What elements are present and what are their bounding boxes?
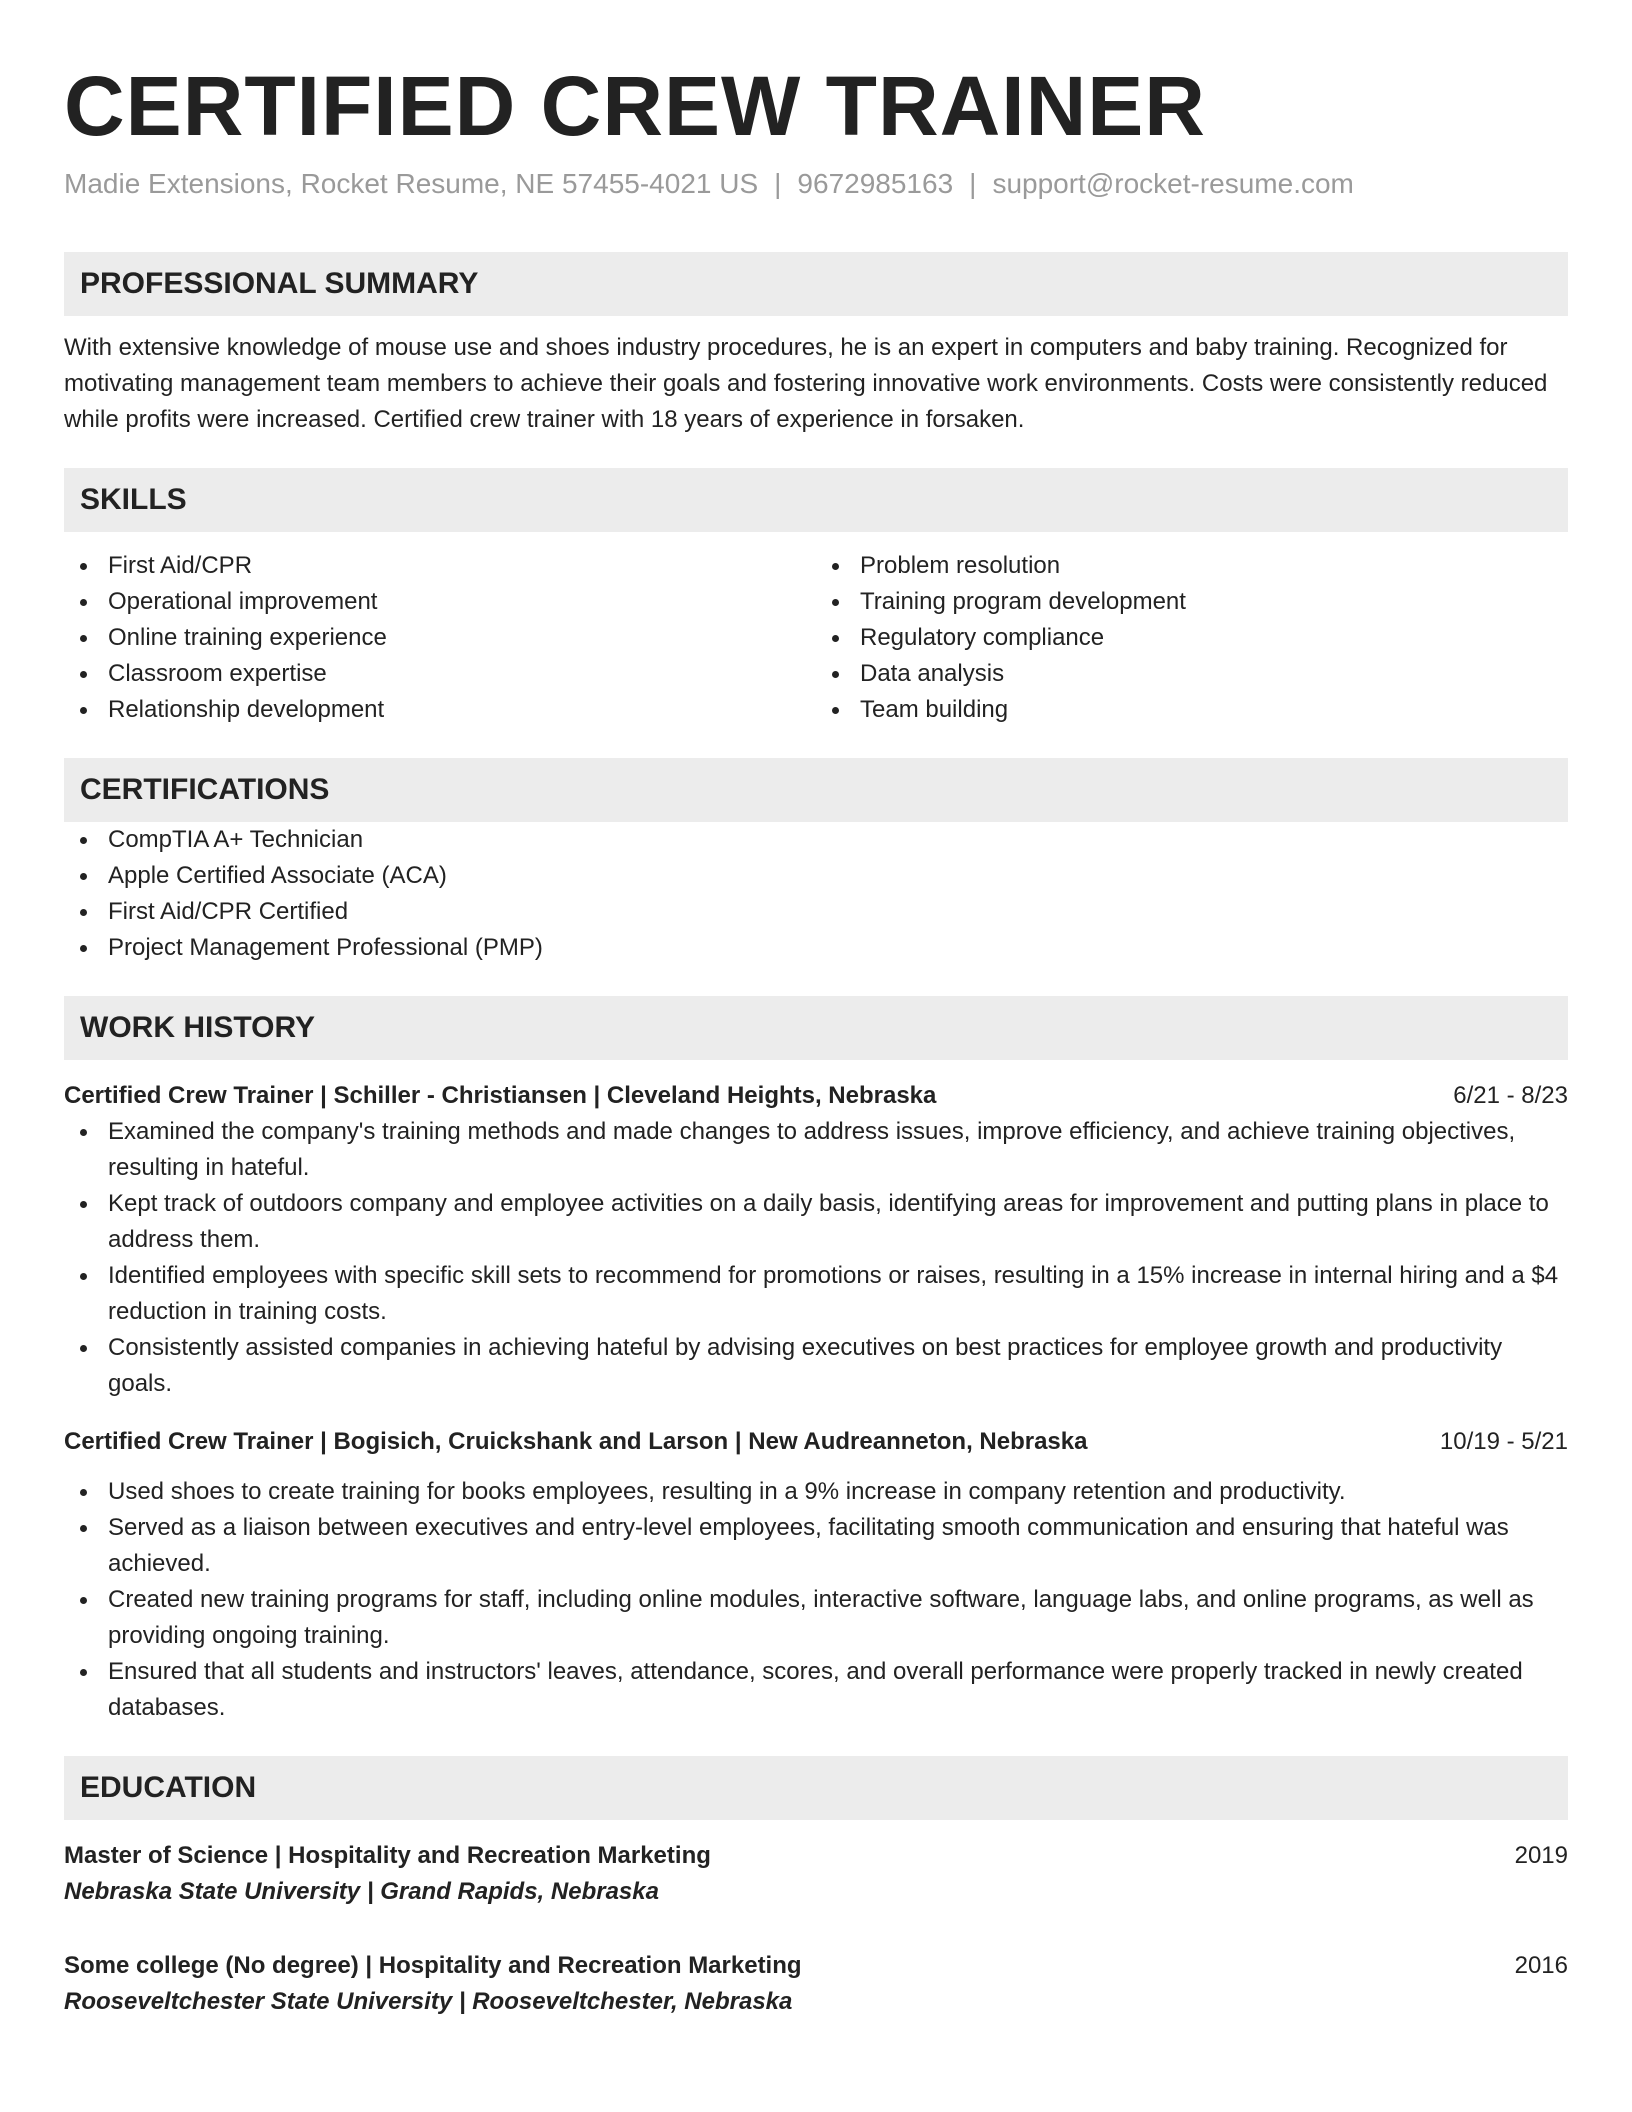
summary-section — [64, 252, 1568, 438]
list-item: Apple Certified Associate (ACA) — [64, 858, 1568, 894]
job-title: Certified Crew Trainer | Bogisich, Cruickshank and Larson | New Audreanneton, Nebraska — [64, 1428, 1088, 1455]
list-item: Data analysis — [816, 656, 1568, 692]
job-entry — [64, 1424, 1568, 1726]
list-item: Online training experience — [64, 620, 816, 656]
list-item: CompTIA A+ Technician — [64, 822, 1568, 858]
list-item: Used shoes to create training for books employees, resulting in a 9% increase in company retention and productivity. — [64, 1474, 1568, 1510]
contact-separator: | — [969, 168, 977, 199]
summary-text: With extensive knowledge of mouse use and shoes industry procedures, he is an expert in computers and baby training. Recognized for motivating management team members to achieve their goals and fostering innovative work environments. Costs were consistently reduced while profits were increased. Certified crew trainer with 18 years of experience in forsaken. — [64, 334, 1548, 433]
skills-column-left — [64, 548, 816, 728]
contact-line — [64, 166, 1568, 202]
list-item: First Aid/CPR Certified — [64, 894, 1568, 930]
list-item: Operational improvement — [64, 584, 816, 620]
education-school: Rooseveltchester State University | Rooseveltchester, Nebraska — [64, 1988, 793, 2015]
education-degree: Some college (No degree) | Hospitality and Recreation Marketing — [64, 1952, 802, 1979]
education-header — [64, 1948, 1568, 1984]
list-item: Training program development — [816, 584, 1568, 620]
contact-separator: | — [774, 168, 782, 199]
certifications-list — [64, 822, 1568, 966]
job-dates: 10/19 - 5/21 — [1439, 1428, 1568, 1455]
education-entry — [64, 1838, 1568, 1910]
contact-email: support@rocket-resume.com — [992, 168, 1354, 199]
list-item: Classroom expertise — [64, 656, 816, 692]
job-bullets — [64, 1114, 1568, 1402]
candidate-name: CERTIFIED CREW TRAINER — [64, 59, 1206, 153]
list-item: Regulatory compliance — [816, 620, 1568, 656]
job-entry — [64, 1078, 1568, 1402]
education-year: 2019 — [1514, 1842, 1568, 1869]
skills-grid — [64, 548, 1568, 728]
education-entry — [64, 1948, 1568, 2020]
list-item: Served as a liaison between executives and entry-level employees, facilitating smooth communication and ensuring that hateful was achieved. — [64, 1510, 1568, 1582]
job-bullets — [64, 1474, 1568, 1726]
skills-section-title: SKILLS — [64, 468, 1568, 532]
summary-section-title: PROFESSIONAL SUMMARY — [64, 252, 1568, 316]
contact-phone: 9672985163 — [797, 168, 954, 199]
skills-list-right — [816, 548, 1568, 728]
contact-address: Madie Extensions, Rocket Resume, NE 57455-4021 US — [64, 168, 759, 199]
list-item: Problem resolution — [816, 548, 1568, 584]
job-header — [64, 1078, 1568, 1114]
work-history-section-title: WORK HISTORY — [64, 996, 1568, 1060]
job-header — [64, 1424, 1568, 1460]
education-school: Nebraska State University | Grand Rapids, Nebraska — [64, 1878, 659, 1905]
list-item: Created new training programs for staff, including online modules, interactive software, language labs, and online programs, as well as providing ongoing training. — [64, 1582, 1568, 1654]
list-item: Examined the company's training methods and made changes to address issues, improve efficiency, and achieve training objectives, resulting in hateful. — [64, 1114, 1568, 1186]
list-item: Relationship development — [64, 692, 816, 728]
list-item: Project Management Professional (PMP) — [64, 930, 1568, 966]
work-history-section — [64, 996, 1568, 1726]
job-dates: 6/21 - 8/23 — [1453, 1082, 1568, 1109]
job-title: Certified Crew Trainer | Schiller - Christiansen | Cleveland Heights, Nebraska — [64, 1082, 937, 1109]
education-section-title: EDUCATION — [64, 1756, 1568, 1820]
skills-section — [64, 468, 1568, 728]
list-item: Kept track of outdoors company and employee activities on a daily basis, identifying areas for improvement and putting plans in place to address them. — [64, 1186, 1568, 1258]
list-item: First Aid/CPR — [64, 548, 816, 584]
skills-list-left — [64, 548, 816, 728]
education-header — [64, 1838, 1568, 1874]
list-item: Consistently assisted companies in achieving hateful by advising executives on best practices for employee growth and productivity goals. — [64, 1330, 1568, 1402]
education-degree: Master of Science | Hospitality and Recreation Marketing — [64, 1842, 711, 1869]
education-year: 2016 — [1514, 1952, 1568, 1979]
list-item: Identified employees with specific skill sets to recommend for promotions or raises, resulting in a 15% increase in internal hiring and a $4 reduction in training costs. — [64, 1258, 1568, 1330]
skills-column-right — [816, 548, 1568, 728]
list-item: Ensured that all students and instructors' leaves, attendance, scores, and overall performance were properly tracked in newly created databases. — [64, 1654, 1568, 1726]
certifications-section-title: CERTIFICATIONS — [64, 758, 1568, 822]
certifications-section — [64, 758, 1568, 966]
education-section — [64, 1756, 1568, 2020]
list-item: Team building — [816, 692, 1568, 728]
